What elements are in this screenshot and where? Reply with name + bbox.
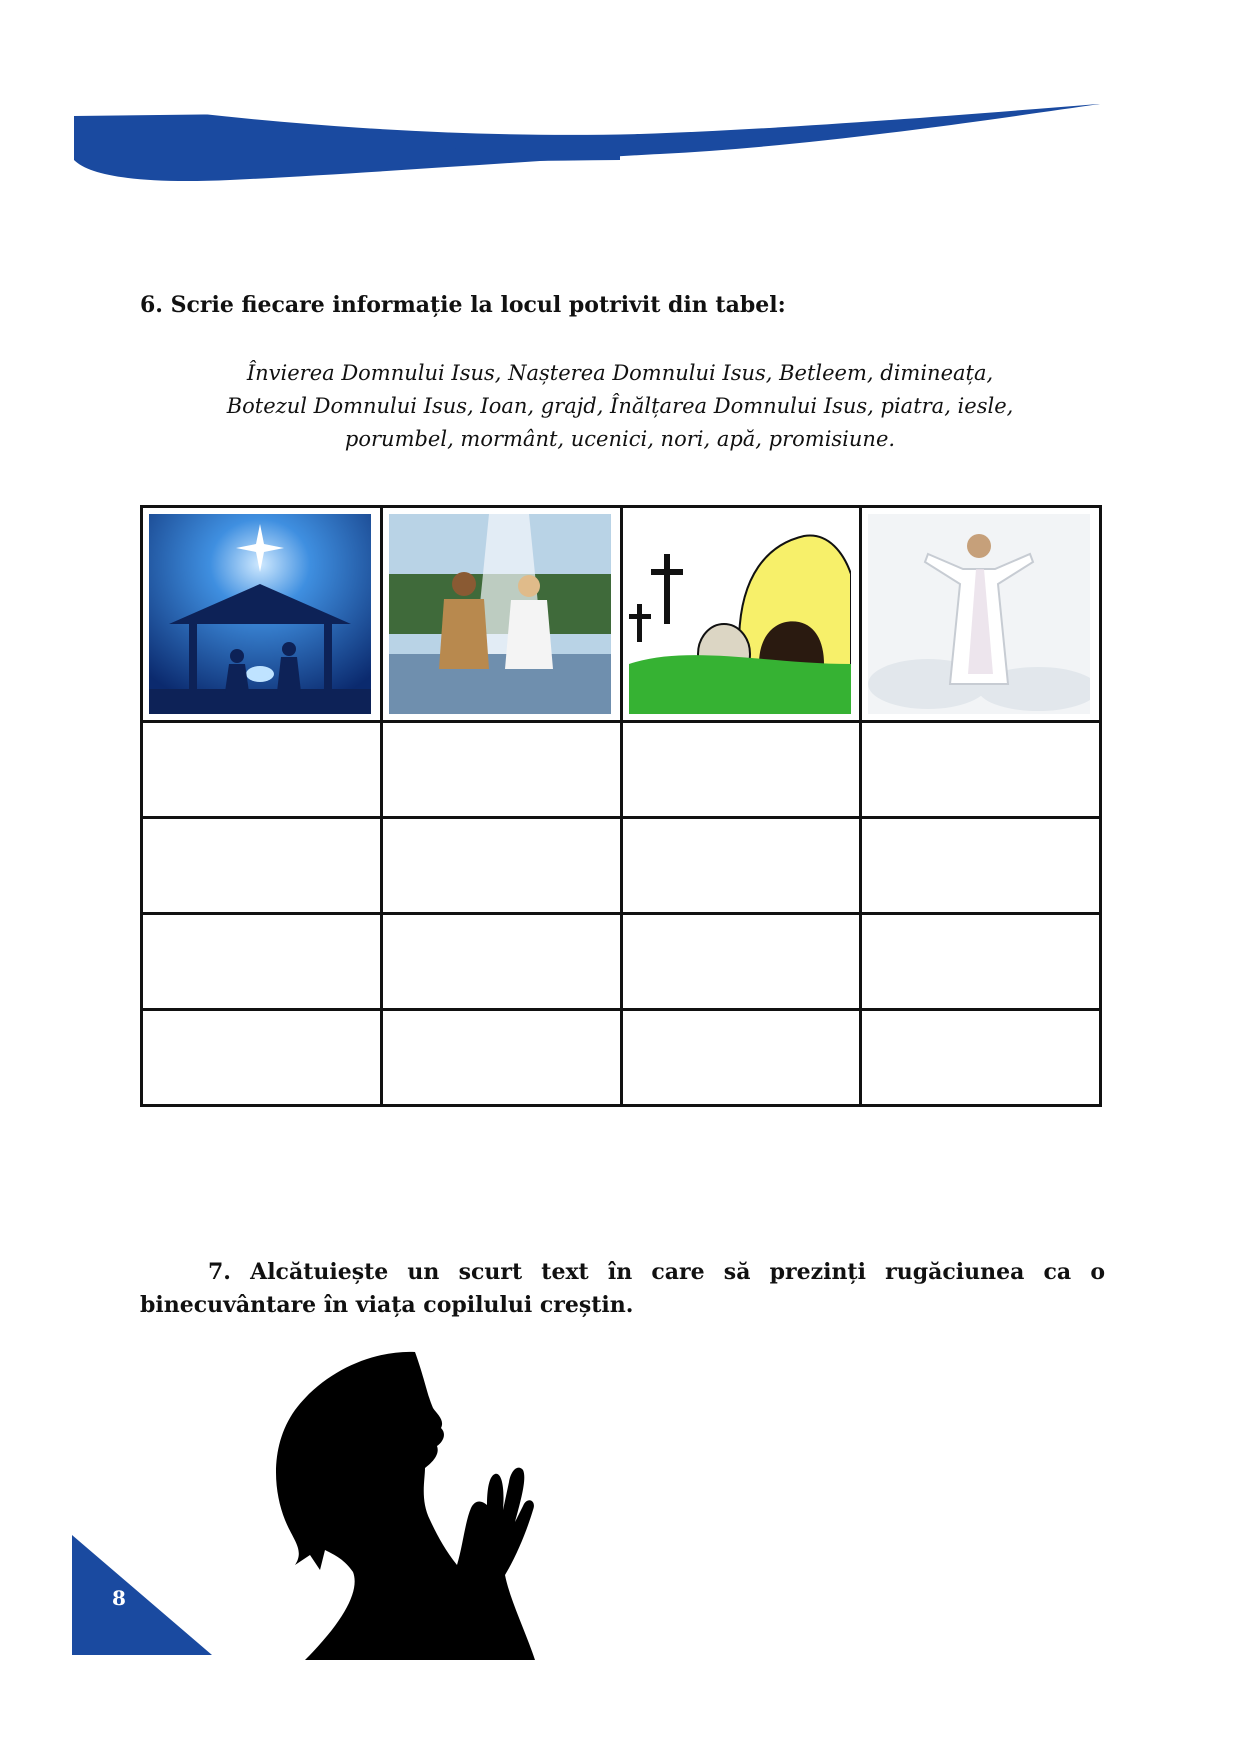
table-row <box>142 1010 1101 1106</box>
word-bank-line: Învierea Domnului Isus, Nașterea Domnului Isus, Betleem, dimineața, <box>246 361 994 385</box>
word-bank-line: porumbel, mormânt, ucenici, nori, apă, promisiune. <box>344 427 896 451</box>
answer-cell[interactable] <box>142 1010 382 1106</box>
table-row <box>142 818 1101 914</box>
answer-cell[interactable] <box>381 1010 621 1106</box>
answer-cell[interactable] <box>621 722 861 818</box>
task-6-title: 6. Scrie fiecare informație la locul potrivit din tabel: <box>140 292 786 318</box>
answer-cell[interactable] <box>381 722 621 818</box>
table-row <box>142 722 1101 818</box>
word-bank <box>180 357 1060 456</box>
page-corner-decoration <box>72 1535 212 1655</box>
answer-cell[interactable] <box>861 1010 1101 1106</box>
answer-cell[interactable] <box>142 914 382 1010</box>
table-row <box>142 914 1101 1010</box>
baptism-image <box>389 514 611 714</box>
answer-cell[interactable] <box>621 914 861 1010</box>
header-decoration <box>0 0 1240 200</box>
answer-cell[interactable] <box>142 818 382 914</box>
answer-cell[interactable] <box>621 1010 861 1106</box>
word-bank-line: Botezul Domnului Isus, Ioan, grajd, Înălțarea Domnului Isus, piatra, iesle, <box>226 394 1014 418</box>
answer-cell[interactable] <box>861 722 1101 818</box>
answer-cell[interactable] <box>621 818 861 914</box>
answer-cell[interactable] <box>861 818 1101 914</box>
answer-cell[interactable] <box>142 722 382 818</box>
praying-child-silhouette <box>265 1350 545 1660</box>
answer-cell[interactable] <box>861 914 1101 1010</box>
table-cell <box>861 507 1101 722</box>
task-7-prompt: 7. Alcătuiește un scurt text în care să prezinți rugăciunea ca o binecuvântare în viața copilului creștin. <box>140 1259 1105 1318</box>
nativity-image <box>149 514 371 714</box>
answer-table <box>140 505 1102 1107</box>
table-cell <box>381 507 621 722</box>
empty-tomb-image <box>629 514 851 714</box>
ascension-image <box>868 514 1090 714</box>
image-row <box>142 507 1101 722</box>
page-number: 8 <box>112 1586 126 1610</box>
answer-cell[interactable] <box>381 818 621 914</box>
table-cell <box>621 507 861 722</box>
table-cell <box>142 507 382 722</box>
answer-cell[interactable] <box>381 914 621 1010</box>
